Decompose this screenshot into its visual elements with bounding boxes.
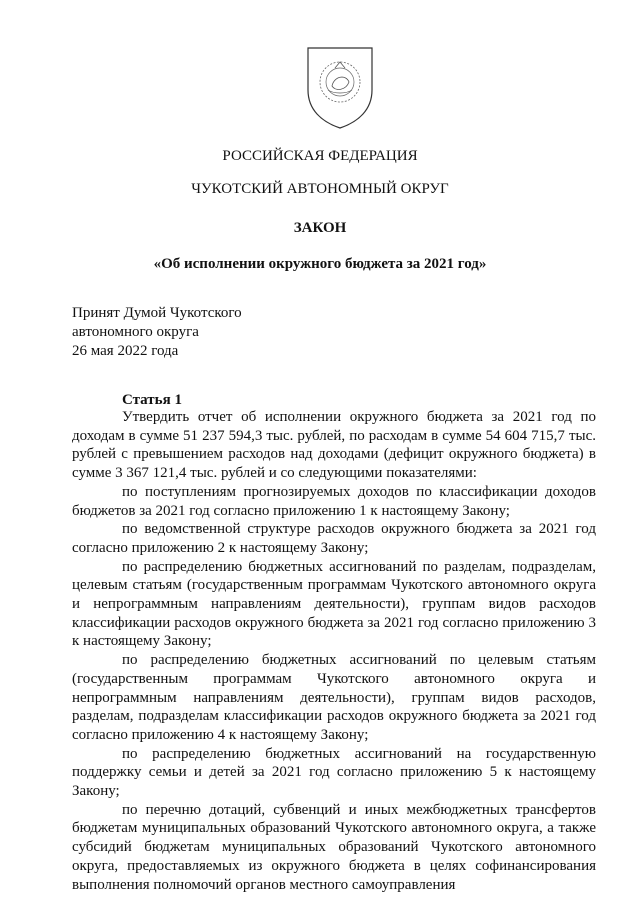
article-paragraph: по распределению бюджетных ассигнований на государственную поддержку семьи и детей за 2021 год согласно приложению 5 к настоящему Закону;: [72, 745, 596, 800]
coat-of-arms-icon: [302, 44, 378, 130]
country-heading: РОССИЙСКАЯ ФЕДЕРАЦИЯ: [222, 148, 418, 164]
document-type-heading: ЗАКОН: [293, 220, 347, 236]
adoption-block: [72, 304, 242, 361]
adoption-line: автономного округа: [72, 324, 199, 340]
article-paragraph: по распределению бюджетных ассигнований по целевым статьям (государственным программам Чукотского автономного округа и непрограммным направлениям деятельности), группам видов расходов, разделам, подразделам классификации расходов окружного бюджета за 2021 год согласно приложению 4 к настоящему Закону;: [72, 652, 596, 743]
article-paragraph: Утвердить отчет об исполнении окружного бюджета за 2021 год по доходам в сумме 51 237 594,3 тыс. рублей, по расходам в сумме 54 604 715,7 тыс. рублей с превышением расходов над доходами (дефицит окружного бюджета) в сумме 3 367 121,4 тыс. рублей и со следующими показателями:: [72, 409, 596, 482]
adoption-date: 26 мая 2022 года: [72, 343, 179, 359]
adoption-line: Принят Думой Чукотского: [72, 305, 242, 321]
article-heading: Статья 1: [122, 392, 182, 408]
article-body: [72, 408, 596, 894]
law-title: «Об исполнении окружного бюджета за 2021 год»: [153, 256, 487, 272]
article-paragraph: по распределению бюджетных ассигнований по разделам, подразделам, целевым статьям (государственным программам Чукотского автономного округа и непрограммным направлениям деятельности), группам видов расходов классификации расходов окружного бюджета за 2021 год согласно приложению 3 к настоящему Закону;: [72, 558, 596, 650]
region-heading: ЧУКОТСКИЙ АВТОНОМНЫЙ ОКРУГ: [191, 181, 449, 197]
article-paragraph: по ведомственной структуре расходов окружного бюджета за 2021 год согласно приложению 2 к настоящему Закону;: [72, 521, 596, 556]
article-paragraph: по перечню дотаций, субвенций и иных межбюджетных трансфертов бюджетам муниципальных образований Чукотского автономного округа, а также субсидий бюджетам муниципальных образований Чукотского автономного округа, предоставляемых из окружного бюджета в целях софинансирования выполнения полномочий органов местного самоуправления: [72, 801, 596, 893]
article-paragraph: по поступлениям прогнозируемых доходов по классификации доходов бюджетов за 2021 год согласно приложению 1 к настоящему Закону;: [72, 483, 596, 519]
